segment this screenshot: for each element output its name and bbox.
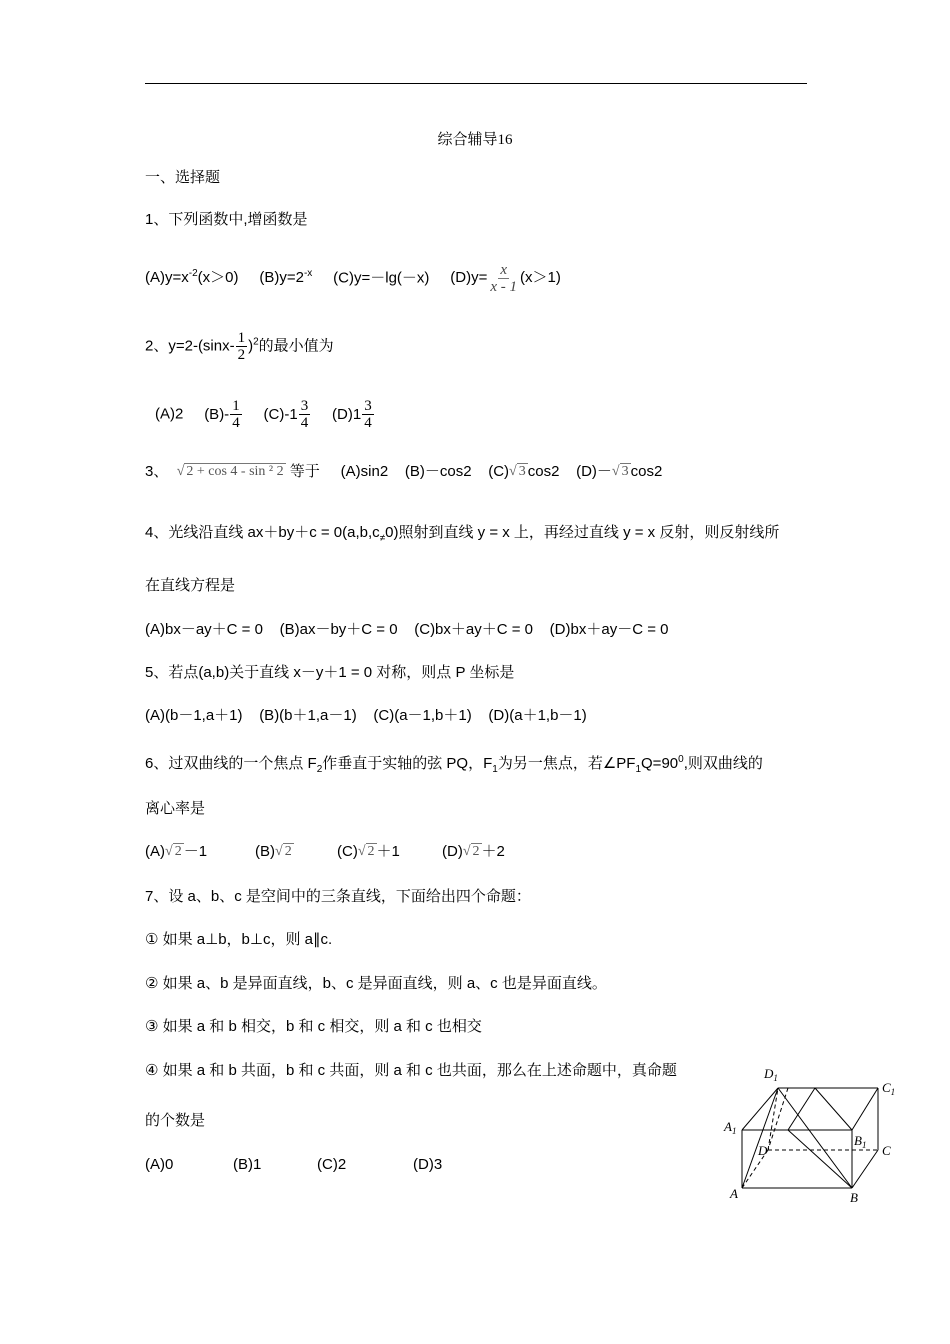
q2-option-c: (C)-1 $\frac{3}{4}$	[263, 398, 309, 431]
label-C: C	[882, 1143, 891, 1158]
label-D: D	[758, 1143, 768, 1158]
q2-options	[155, 398, 375, 431]
q6-stem-cont: 离心率是	[145, 800, 206, 817]
q3-option-c: (C)√ 3 cos2	[488, 463, 560, 480]
q5-stem: 5、若点(a,b)关于直线 x－y＋1 = 0 对称，则点 P 坐标是	[145, 664, 515, 681]
q2-option-a: (A)2	[155, 405, 184, 423]
q7-proposition-2: ② 如果 a、b 是异面直线，b、c 是异面直线，则 a、c 也是异面直线。	[145, 975, 607, 992]
fraction: $\frac{x}{x - 1}$	[490, 262, 517, 295]
q6-stem: 6、过双曲线的一个焦点 $F_2$作垂直于实轴的弦 PQ，$F_1$为另一焦点，若$\angle PF_1Q=90^0$,则双曲线的	[145, 754, 763, 775]
q6-option-a: (A)√ 2 －1	[145, 843, 208, 860]
q7-option-d: (D)3	[413, 1156, 443, 1173]
q6-option-b: (B)√ 2	[255, 843, 292, 860]
label-A: A	[730, 1186, 738, 1201]
label-A1: $A_1$	[724, 1119, 737, 1136]
page-title: 综合辅导16	[437, 132, 513, 148]
section-heading: 一、选择题	[145, 169, 221, 186]
q2-option-d: (D)1 $\frac{3}{4}$	[332, 398, 372, 431]
label-C1: $C_1$	[882, 1080, 896, 1097]
q7-proposition-4: ④ 如果 a 和 b 共面，b 和 c 共面，则 a 和 c 也共面，那么在上述命题中，真命题	[145, 1062, 677, 1079]
label-B1: $B_1$	[854, 1133, 867, 1150]
q1-option-b: $(B)y=2^{-x}$	[259, 268, 313, 287]
q7-stem-cont: 的个数是	[145, 1112, 206, 1129]
q2-option-b: (B)- $\frac{1}{4}$	[204, 398, 240, 431]
q7-option-b: (B)1	[233, 1156, 262, 1173]
q3-option-a: (A)sin2	[340, 463, 389, 480]
q7-proposition-1: ① 如果 a⊥b，b⊥c，则 a∥c.	[145, 931, 333, 948]
q7-stem: 7、设 a、b、c 是空间中的三条直线，下面给出四个命题：	[145, 888, 531, 905]
q1-option-a: $(A)y=x^{-2}(x>0)$	[145, 268, 239, 287]
q7-option-c: (C)2	[317, 1156, 347, 1173]
q1-options	[145, 262, 561, 295]
q3-option-b: (B)－cos2	[404, 463, 472, 480]
q6-option-d: (D)√ 2 ＋2	[442, 843, 505, 860]
q3-line: 3、 √ 2 + cos 4 - sin ² 2 等于 (A)sin2 (B)－cos2 (C)√ 3 cos2 (D)－√ 3 cos2	[145, 462, 662, 482]
q4-stem: 4、光线沿直线 $ax+by+c = 0(a,b,c_\ne 0)$照射到直线 y = x 上，再经过直线 y = x 反射，则反射线所	[145, 524, 780, 544]
q2-stem: 2、y=2-(sinx- $\frac{1}{2}$ )$^2$的最小值为	[145, 330, 334, 363]
q1-option-c: (C)y=－lg(－x)	[333, 269, 430, 287]
q7-options	[145, 1155, 442, 1175]
q7-option-a: (A)0	[145, 1156, 174, 1173]
q7-proposition-3: ③ 如果 a 和 b 相交，b 和 c 相交，则 a 和 c 也相交	[145, 1018, 482, 1035]
q4-options: (A)bx－ay＋C = 0 (B)ax－by＋C = 0 (C)bx＋ay＋C = 0 (D)bx＋ay－C = 0	[145, 621, 669, 638]
sqrt-expression: √ 2 + cos 4 - sin ² 2	[176, 464, 284, 480]
q3-option-d: (D)－√ 3 cos2	[576, 463, 663, 480]
header-rule	[145, 83, 807, 84]
q1-stem: 1、下列函数中,增函数是	[145, 211, 308, 228]
q4-stem-cont: 在直线方程是	[145, 577, 236, 594]
q1-option-d: (D)y= $\frac{x}{x - 1}$ (x＞1)	[450, 262, 561, 295]
label-D1: $D_1$	[764, 1066, 778, 1083]
q5-options: (A)(b－1,a＋1) (B)(b＋1,a－1) (C)(a－1,b＋1) (D)(a＋1,b－1)	[145, 707, 587, 724]
q6-option-c: (C)√ 2 ＋1	[337, 843, 400, 860]
q6-options	[145, 842, 505, 862]
fraction: $\frac{1}{2}$	[237, 330, 246, 363]
cuboid-figure	[720, 1065, 910, 1210]
label-B: B	[850, 1190, 858, 1205]
